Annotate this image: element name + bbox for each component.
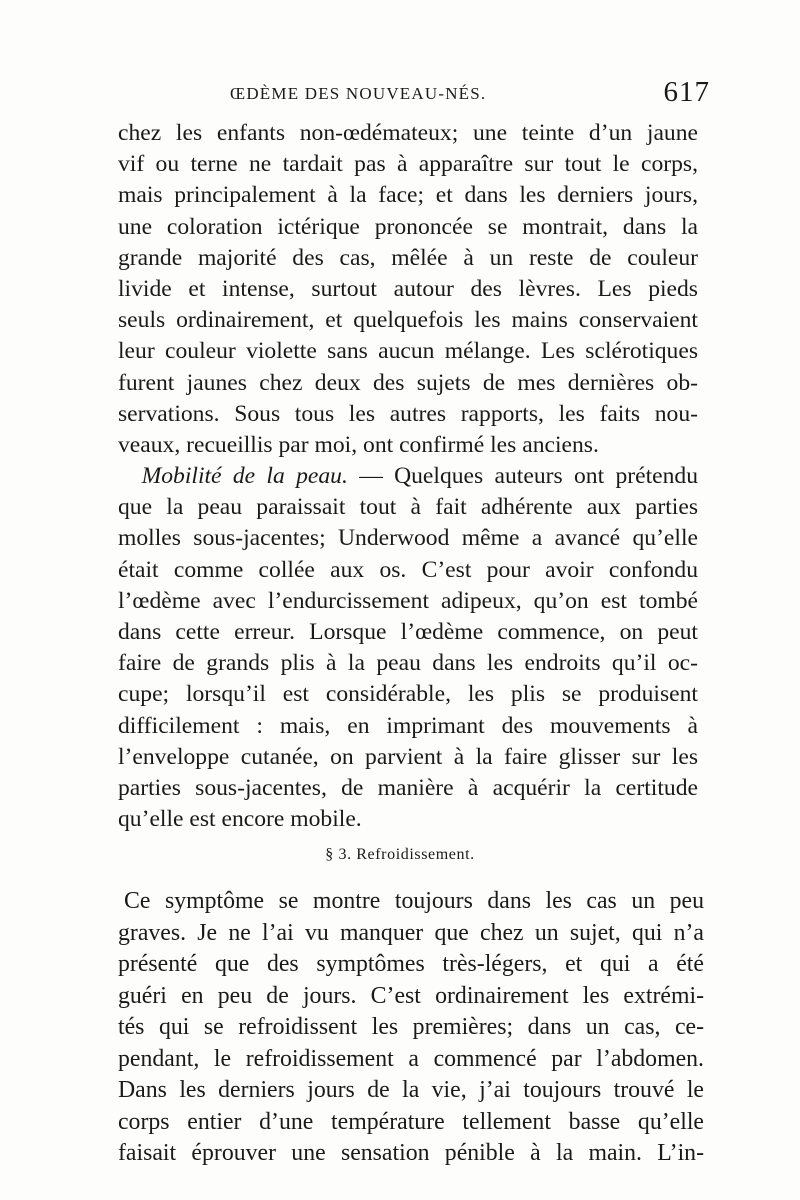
text-line: cupe; lorsqu’il est considérable, les plis se produisent [118, 681, 698, 708]
text-line: faire de grands plis à la peau dans les endroits qu’il oc- [118, 650, 698, 677]
text-line: furent jaunes chez deux des sujets de mes dernières ob- [118, 369, 698, 396]
text-line: qu’elle est encore mobile. [118, 806, 362, 833]
text-line: difficilement : mais, en imprimant des mouvements à [118, 712, 698, 739]
text-line: vif ou terne ne tardait pas à apparaître sur tout le corps, [118, 151, 698, 178]
paragraph-cooling [118, 886, 704, 1170]
text-line: chez les enfants non-œdémateux; une teinte d’un jaune [118, 120, 698, 146]
text-line: servations. Sous tous les autres rapports, les faits nou- [118, 400, 698, 427]
text-line: était comme collée aux os. C’est pour avoir confondu [118, 556, 698, 583]
paragraph-lead-rest: — Quelques auteurs ont prétendu [347, 463, 698, 490]
text-line: l’œdème avec l’endurcissement adipeux, qu’on est tombé [118, 587, 698, 614]
text-line: l’enveloppe cutanée, on parvient à la faire glisser sur les [118, 743, 698, 770]
text-line: dans cette erreur. Lorsque l’œdème commence, on peut [118, 619, 698, 645]
text-line: parties sous-jacentes, de manière à acquérir la certitude [118, 774, 698, 801]
paragraph-skin-mobility [118, 461, 698, 835]
page-header [112, 76, 710, 116]
text-line: présenté que des symptômes très-légers, et qui a été [118, 951, 704, 977]
text-line: leur couleur violette sans aucun mélange. Les sclérotiques [118, 338, 698, 365]
section-heading: § 3. Refroidissement. [325, 846, 475, 863]
text-line: Ce symptôme se montre toujours dans les cas un peu [124, 888, 704, 914]
page-number: 617 [663, 76, 710, 108]
text-line: pendant, le refroidissement a commencé par l’abdomen. [118, 1045, 704, 1072]
text-line: corps entier d’une température tellement basse qu’elle [118, 1108, 704, 1135]
main-text-block [118, 118, 698, 835]
text-line: veaux, recueillis par moi, ont confirmé les anciens. [118, 431, 599, 458]
text-line: une coloration ictérique prononcée se montrait, dans la [118, 213, 698, 240]
text-line [118, 461, 698, 492]
text-line: guéri en peu de jours. C’est ordinairement les extrémi- [118, 982, 704, 1009]
text-line: molles sous-jacentes; Underwood même a avancé qu’elle [118, 525, 698, 552]
text-line: graves. Je ne l’ai vu manquer que chez un sujet, qui n’a [118, 919, 704, 946]
text-line: que la peau paraissait tout à fait adhérente aux parties [118, 494, 698, 521]
running-head: ŒDÈME DES NOUVEAU-NÉS. [230, 84, 487, 103]
text-line: livide et intense, surtout autour des lèvres. Les pieds [118, 275, 698, 302]
text-line: Dans les derniers jours de la vie, j’ai toujours trouvé le [118, 1077, 704, 1103]
text-line: tés qui se refroidissent les premières; dans un cas, ce- [118, 1014, 704, 1040]
text-line: mais principalement à la face; et dans les derniers jours, [118, 182, 698, 209]
text-line: seuls ordinairement, et quelquefois les mains conservaient [118, 307, 698, 334]
paragraph-jaundice [118, 118, 698, 461]
paragraph-lead-italic: Mobilité de la peau. [141, 463, 348, 490]
text-line: grande majorité des cas, mêlée à un reste de couleur [118, 244, 698, 271]
text-line: faisait éprouver une sensation pénible à la main. L’in- [118, 1140, 704, 1166]
